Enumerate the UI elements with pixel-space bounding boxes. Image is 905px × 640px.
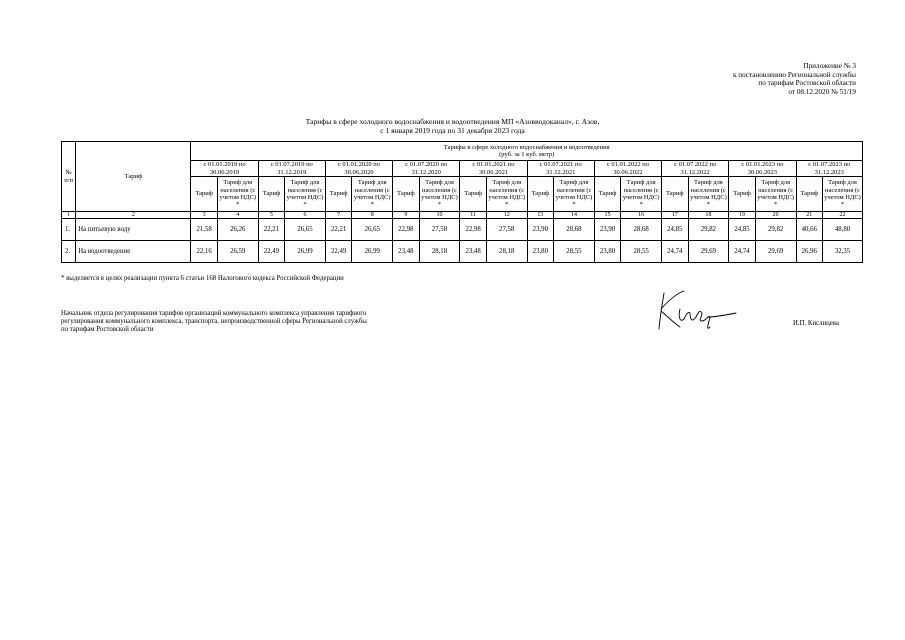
column-number: 17 xyxy=(662,212,688,219)
subheader-population-tariff: Тариф для населения (с учетом НДС) * xyxy=(755,177,796,212)
column-number: 10 xyxy=(419,212,460,219)
row-number: 1. xyxy=(62,219,76,241)
subheader-population-tariff: Тариф для населения (с учетом НДС) * xyxy=(486,177,527,212)
signer-position xyxy=(61,310,367,335)
subheader-population-tariff: Тариф для населения (с учетом НДС) * xyxy=(688,177,729,212)
column-header-tariff: Тариф xyxy=(76,142,191,212)
column-number: 8 xyxy=(352,212,393,219)
period-header: с 01.07.2021 по 31.12.2021 xyxy=(527,161,594,177)
group-header-title: Тарифы в сфере холодного водоснабжения и водоотведения xyxy=(443,143,610,151)
subheader-population-tariff: Тариф для населения (с учетом НДС) * xyxy=(621,177,662,212)
table-cell: 28,18 xyxy=(419,241,460,263)
document-title-line2: с 1 января 2019 года по 31 декабря 2023 года xyxy=(380,126,525,136)
table-cell: 26,65 xyxy=(352,219,393,241)
signer-position-line: Начальник отдела регулирования тарифов организаций коммунального комплекса управления тарифного xyxy=(61,310,367,317)
table-cell: 24,85 xyxy=(729,219,755,241)
subheader-population-tariff: Тариф для населения (с учетом НДС) * xyxy=(419,177,460,212)
period-header: с 01.01.2022 по 30.06.2022 xyxy=(594,161,661,177)
period-header: с 01.01.2020 по 30.06.2020 xyxy=(325,161,392,177)
column-number: 19 xyxy=(729,212,755,219)
table-cell: 24,74 xyxy=(729,241,755,263)
column-number: 20 xyxy=(755,212,796,219)
table-cell: 23,48 xyxy=(460,241,486,263)
subheader-tariff: Тариф xyxy=(796,177,822,212)
appendix-line: Приложение № 3 xyxy=(803,62,856,70)
table-cell: 29,82 xyxy=(755,219,796,241)
table-cell: 22,98 xyxy=(393,219,419,241)
subheader-tariff: Тариф xyxy=(594,177,620,212)
table-cell: 29,82 xyxy=(688,219,729,241)
column-number: 18 xyxy=(688,212,729,219)
table-cell: 26,99 xyxy=(352,241,393,263)
table-cell: 22,49 xyxy=(258,241,284,263)
column-number: 9 xyxy=(393,212,419,219)
table-cell: 23,80 xyxy=(527,241,553,263)
column-number: 13 xyxy=(527,212,553,219)
table-cell: 28,18 xyxy=(486,241,527,263)
period-header: с 01.01.2021 по 30.06.2021 xyxy=(460,161,527,177)
column-number: 2 xyxy=(76,212,191,219)
column-number: 22 xyxy=(823,212,863,219)
document-title-line1: Тарифы в сфере холодного водоснабжения и водоотведения МП «Азовводоканал», г. Азов, xyxy=(305,117,600,126)
table-cell: 40,66 xyxy=(796,219,822,241)
table-row xyxy=(62,241,863,263)
table-cell: 26,99 xyxy=(285,241,326,263)
group-header-unit: (руб. за 1 куб. метр) xyxy=(499,151,555,158)
column-number: 3 xyxy=(191,212,217,219)
table-cell: 27,58 xyxy=(486,219,527,241)
document-title xyxy=(0,117,905,135)
subheader-population-tariff: Тариф для населения (с учетом НДС) * xyxy=(285,177,326,212)
table-cell: 22,98 xyxy=(460,219,486,241)
table-cell: 28,55 xyxy=(621,241,662,263)
column-header-number: № п/п xyxy=(62,142,76,212)
subheader-tariff: Тариф xyxy=(393,177,419,212)
table-cell: 23,90 xyxy=(527,219,553,241)
period-header: с 01.07.2019 по 31.12.2019 xyxy=(258,161,325,177)
table-row xyxy=(62,219,863,241)
appendix-line: от 08.12.2020 № 51/19 xyxy=(788,87,856,96)
column-number: 14 xyxy=(554,212,595,219)
table-cell: 29,69 xyxy=(755,241,796,263)
subheader-population-tariff: Тариф для населения (с учетом НДС) * xyxy=(823,177,863,212)
column-number: 4 xyxy=(217,212,258,219)
subheader-population-tariff: Тариф для населения (с учетом НДС) * xyxy=(217,177,258,212)
column-number: 11 xyxy=(460,212,486,219)
table-cell: 28,68 xyxy=(621,219,662,241)
table-cell: 21,58 xyxy=(191,219,217,241)
signer-position-line: по тарифам Ростовской области xyxy=(61,326,154,334)
subheader-tariff: Тариф xyxy=(191,177,217,212)
column-number: 21 xyxy=(796,212,822,219)
table-cell: 26,59 xyxy=(217,241,258,263)
footnote: * выделяется в целях реализации пункта 6 статьи 168 Налогового кодекса Российской Федерации xyxy=(61,275,344,282)
column-number: 15 xyxy=(594,212,620,219)
period-header: с 01.07.2020 по 31.12.2020 xyxy=(393,161,460,177)
table-cell: 26,26 xyxy=(217,219,258,241)
period-header: с 01.07.2022 по 31.12.2022 xyxy=(662,161,729,177)
table-cell: 22,16 xyxy=(191,241,217,263)
table-cell: 26,96 xyxy=(796,241,822,263)
table-cell: 28,55 xyxy=(554,241,595,263)
signer-position-line: регулирования коммунального комплекса, транспорта, непроизводственной сферы Региональной службы xyxy=(61,318,367,326)
period-header: с 01.01.2019 по 30.06.2019 xyxy=(191,161,258,177)
column-number: 6 xyxy=(285,212,326,219)
column-number: 7 xyxy=(325,212,351,219)
subheader-tariff: Тариф xyxy=(325,177,351,212)
subheader-tariff: Тариф xyxy=(460,177,486,212)
table-cell: 22,49 xyxy=(325,241,351,263)
table-cell: 28,68 xyxy=(554,219,595,241)
appendix-line: по тарифам Ростовской области xyxy=(758,79,856,88)
row-name: На водоотведение xyxy=(76,241,191,263)
subheader-tariff: Тариф xyxy=(662,177,688,212)
table-cell: 26,65 xyxy=(285,219,326,241)
table-cell: 23,90 xyxy=(594,219,620,241)
group-header xyxy=(191,142,863,161)
table-cell: 23,48 xyxy=(393,241,419,263)
appendix-line: к постановлению Региональной службы xyxy=(732,70,856,79)
table-cell: 24,85 xyxy=(662,219,688,241)
appendix-block xyxy=(733,62,856,96)
period-header: с 01.07.2023 по 31.12.2023 xyxy=(796,161,862,177)
subheader-population-tariff: Тариф для населения (с учетом НДС) * xyxy=(352,177,393,212)
signer-name: И.П. Кислицева xyxy=(793,320,839,327)
period-header: с 01.01.2023 по 30.06.2023 xyxy=(729,161,796,177)
column-number: 5 xyxy=(258,212,284,219)
table-cell: 29,69 xyxy=(688,241,729,263)
table-cell: 27,58 xyxy=(419,219,460,241)
subheader-population-tariff: Тариф для населения (с учетом НДС) * xyxy=(554,177,595,212)
tariff-table xyxy=(61,141,863,263)
row-name: На питьевую воду xyxy=(76,219,191,241)
table-cell: 22,21 xyxy=(258,219,284,241)
subheader-tariff: Тариф xyxy=(729,177,755,212)
row-number: 2. xyxy=(62,241,76,263)
table-cell: 32,35 xyxy=(823,241,863,263)
subheader-tariff: Тариф xyxy=(258,177,284,212)
handwritten-signature xyxy=(650,287,740,335)
column-number: 12 xyxy=(486,212,527,219)
table-cell: 23,80 xyxy=(594,241,620,263)
column-number: 16 xyxy=(621,212,662,219)
table-cell: 22,21 xyxy=(325,219,351,241)
subheader-tariff: Тариф xyxy=(527,177,553,212)
table-cell: 48,80 xyxy=(823,219,863,241)
column-number: 1 xyxy=(62,212,76,219)
table-cell: 24,74 xyxy=(662,241,688,263)
